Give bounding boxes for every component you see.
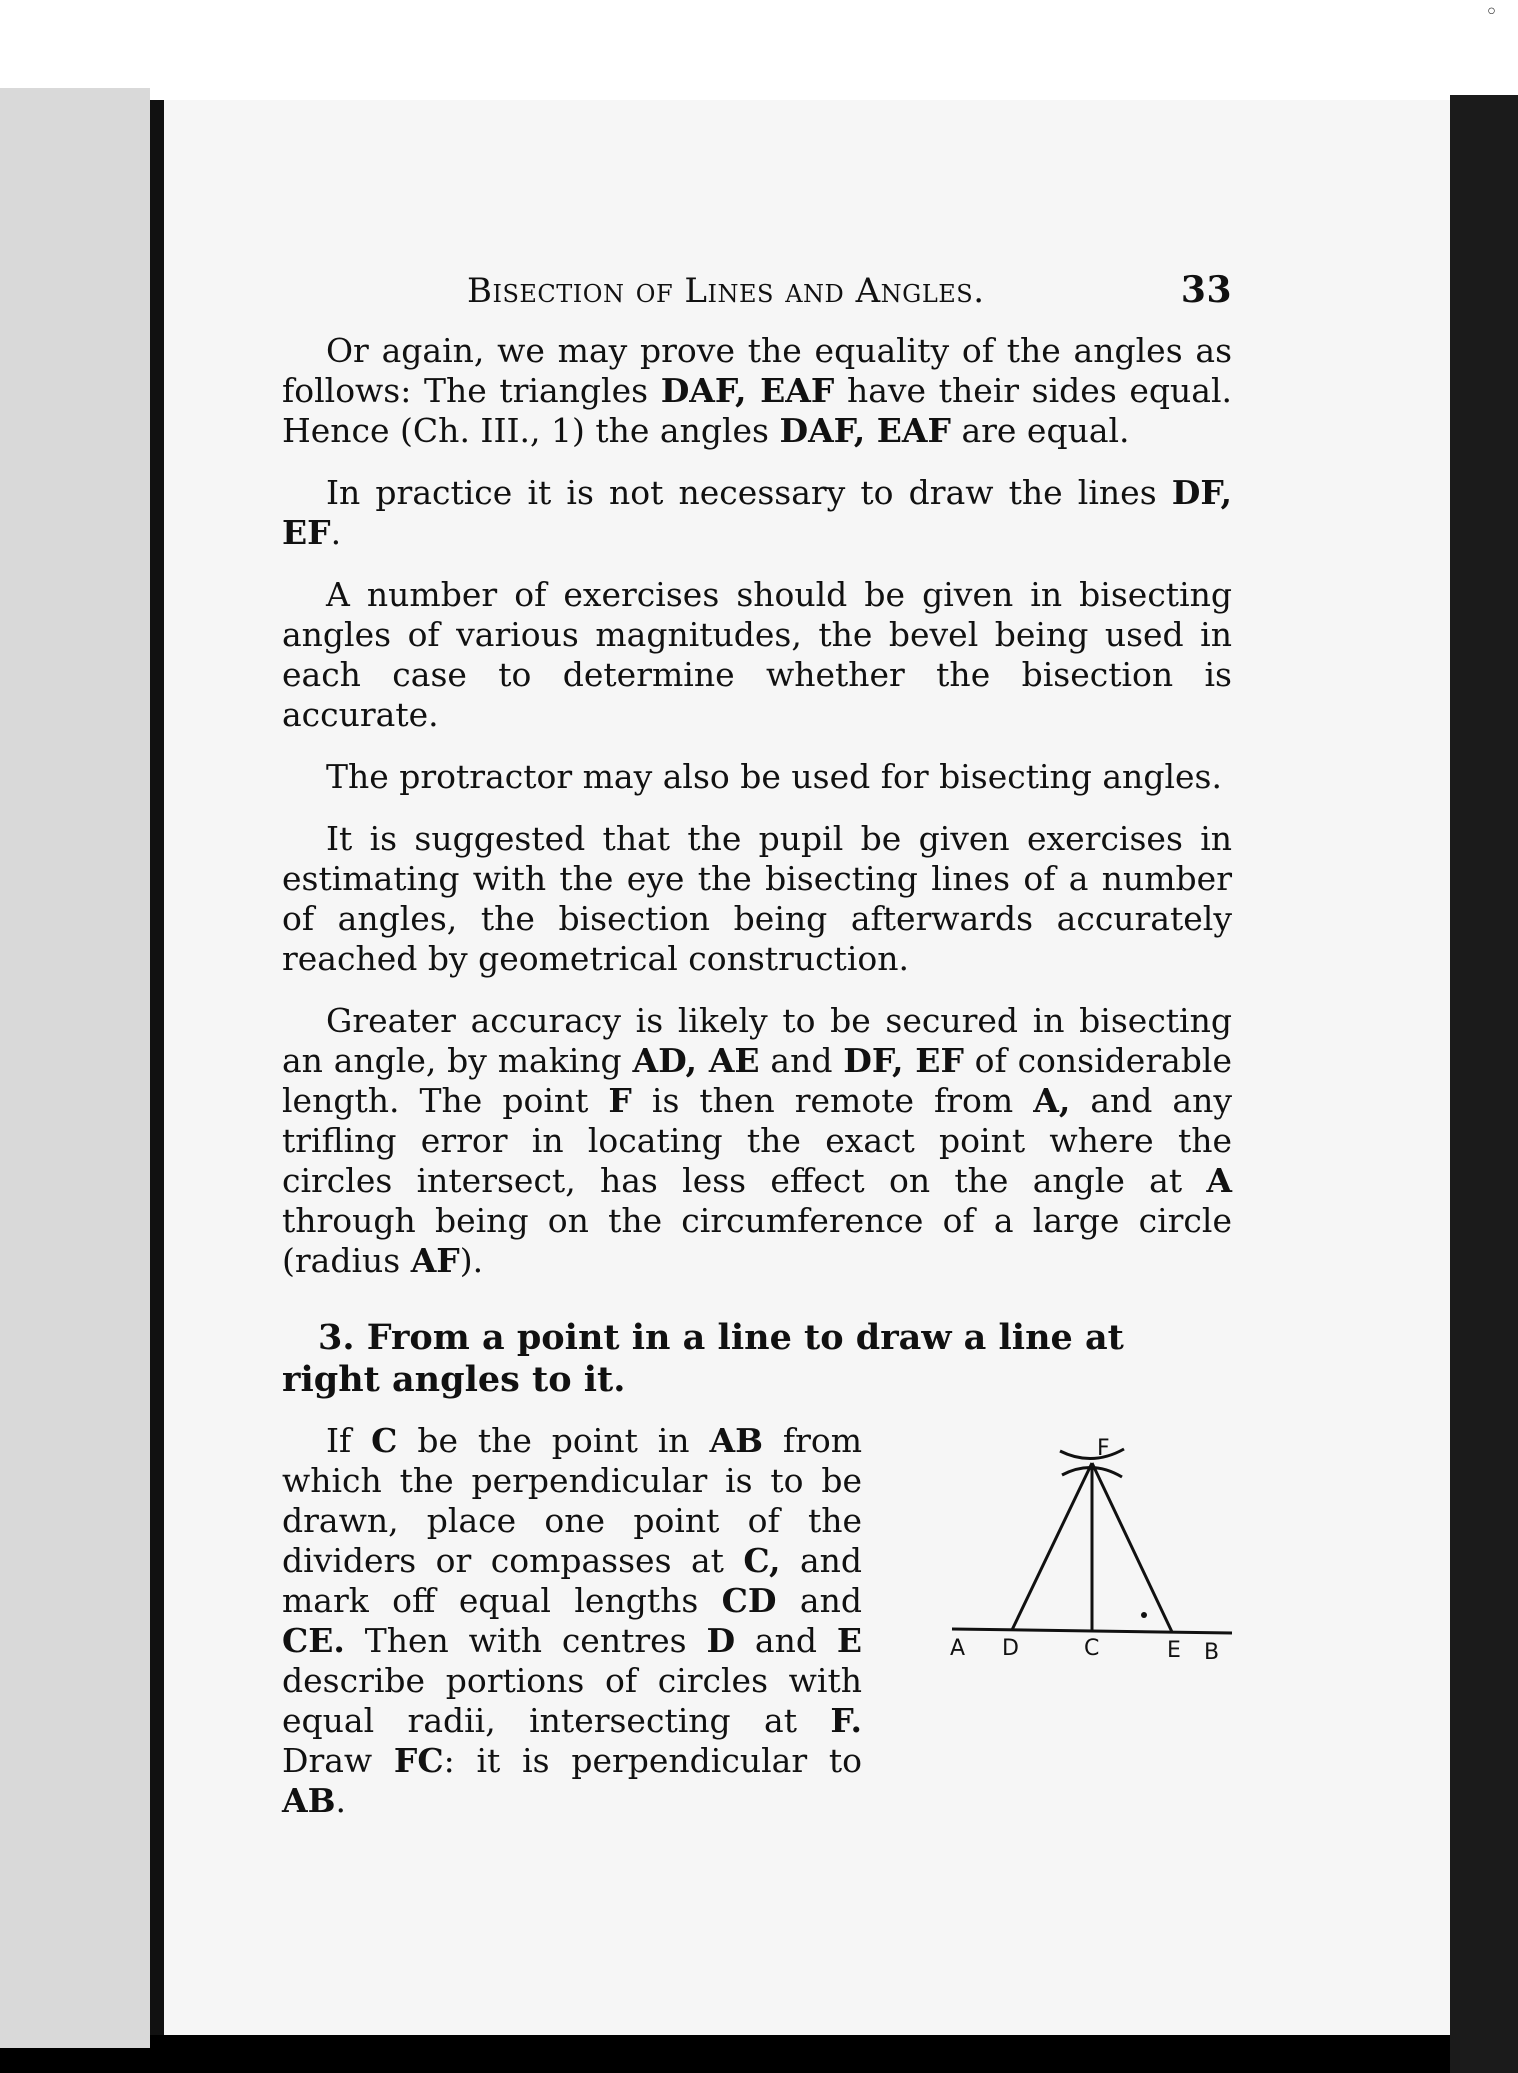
text-run: be the point in: [397, 1421, 710, 1460]
label-d: D: [1002, 1636, 1019, 1661]
text-run: and: [735, 1621, 837, 1660]
paragraph: [282, 575, 1232, 735]
text-run: Draw: [282, 1741, 394, 1780]
bold-label: AB: [709, 1421, 763, 1460]
bold-label: DAF, EAF: [660, 371, 835, 410]
text-run: .: [330, 513, 342, 552]
paragraph: [282, 473, 1232, 553]
page-number: 33: [1180, 269, 1232, 311]
text-run: describe portions of circles with equal radii, intersecting at: [282, 1661, 862, 1740]
text-run: The protractor may also be used for bisecting angles.: [326, 757, 1222, 796]
text-run: and: [776, 1581, 862, 1620]
bold-label: AF: [410, 1241, 460, 1280]
book-gutter: [1450, 95, 1518, 2073]
bold-label: DF, EF: [282, 473, 1232, 552]
bold-label: DAF, EAF: [779, 411, 951, 450]
text-run: from which the perpendicular is to be drawn, place one point of the dividers or compasses at: [282, 1421, 863, 1580]
facing-page-edge: [0, 88, 150, 2048]
text-run: .: [335, 1781, 346, 1820]
bold-label: A,: [1033, 1081, 1071, 1120]
bold-label: D: [706, 1621, 736, 1660]
label-e: E: [1167, 1638, 1181, 1663]
text-run: ).: [459, 1241, 484, 1280]
bold-label: A: [1206, 1161, 1232, 1200]
label-c: C: [1084, 1636, 1100, 1661]
paragraph: [282, 819, 1232, 979]
running-head-title: Bisection of Lines and Angles.: [467, 271, 985, 311]
text-run: of considerable length. The point: [282, 1041, 1232, 1120]
bold-label: CD: [721, 1581, 777, 1620]
paragraph: [282, 331, 1232, 451]
text-run: In practice it is not necessary to draw the lines: [326, 473, 1172, 512]
text-run: through being on the circumference of a large circle (radius: [282, 1201, 1232, 1280]
perpendicular-construction-figure: [942, 1433, 1242, 1663]
bold-label: AD, AE: [632, 1041, 760, 1080]
bold-label: F.: [830, 1701, 862, 1740]
text-run: are equal.: [950, 411, 1130, 450]
bold-label: AB: [282, 1781, 336, 1820]
section-heading: [282, 1317, 1232, 1401]
text-run: Then with centres: [344, 1621, 707, 1660]
label-a: A: [950, 1636, 966, 1661]
label-b: B: [1204, 1640, 1220, 1663]
construction-paragraph: [282, 1421, 862, 1821]
label-f: F: [1097, 1436, 1110, 1461]
text-run: Or again, we may prove the equality of the angles as follows: The triangles: [282, 331, 1232, 410]
arc-from-d: [1060, 1449, 1124, 1459]
page-text: [282, 270, 1232, 1843]
line-fe: [1092, 1463, 1172, 1632]
text-run: and any trifling error in locating the exact point where the circles intersect, has less effect on the angle at: [282, 1081, 1232, 1200]
text-run: have their sides equal. Hence (Ch. III., 1) the angles: [282, 371, 1233, 450]
text-run: and: [759, 1041, 844, 1080]
paragraphs: [282, 331, 1232, 1281]
figure-block: [282, 1421, 1232, 1821]
bold-label: DF, EF: [843, 1041, 964, 1080]
text-run: Greater accuracy is likely to be secured in bisecting an angle, by making: [282, 1001, 1232, 1080]
scan-speck: ◦: [1485, 0, 1498, 25]
bold-label: F: [608, 1081, 632, 1120]
text-run: If: [326, 1421, 372, 1460]
paragraph: [282, 757, 1232, 797]
running-head: [467, 270, 1232, 311]
section-heading-text: From a point in a line to draw a line at right angles to it.: [282, 1317, 1124, 1400]
bold-label: FC: [393, 1741, 444, 1780]
bold-label: CE.: [282, 1621, 345, 1660]
line-fd: [1012, 1463, 1092, 1630]
text-run: A number of exercises should be given in bisecting angles of various magnitudes, the bevel being used in each case to determine whether the bisection is accurate.: [282, 575, 1232, 734]
bold-label: C: [371, 1421, 398, 1460]
stray-dot: [1141, 1612, 1147, 1618]
bold-label: C,: [743, 1541, 781, 1580]
scan-top-margin: [0, 0, 1518, 100]
section-number: 3.: [318, 1317, 355, 1358]
text-run: is then remote from: [631, 1081, 1034, 1120]
text-run: : it is perpendicular to: [443, 1741, 862, 1780]
text-run: and mark off equal lengths: [282, 1541, 862, 1620]
text-run: It is suggested that the pupil be given exercises in estimating with the eye the bisecting lines of a number of angles, the bisection being afterwards accurately reached by geometrical construction.: [282, 819, 1232, 978]
paragraph: [282, 1001, 1232, 1281]
bold-label: E: [836, 1621, 862, 1660]
